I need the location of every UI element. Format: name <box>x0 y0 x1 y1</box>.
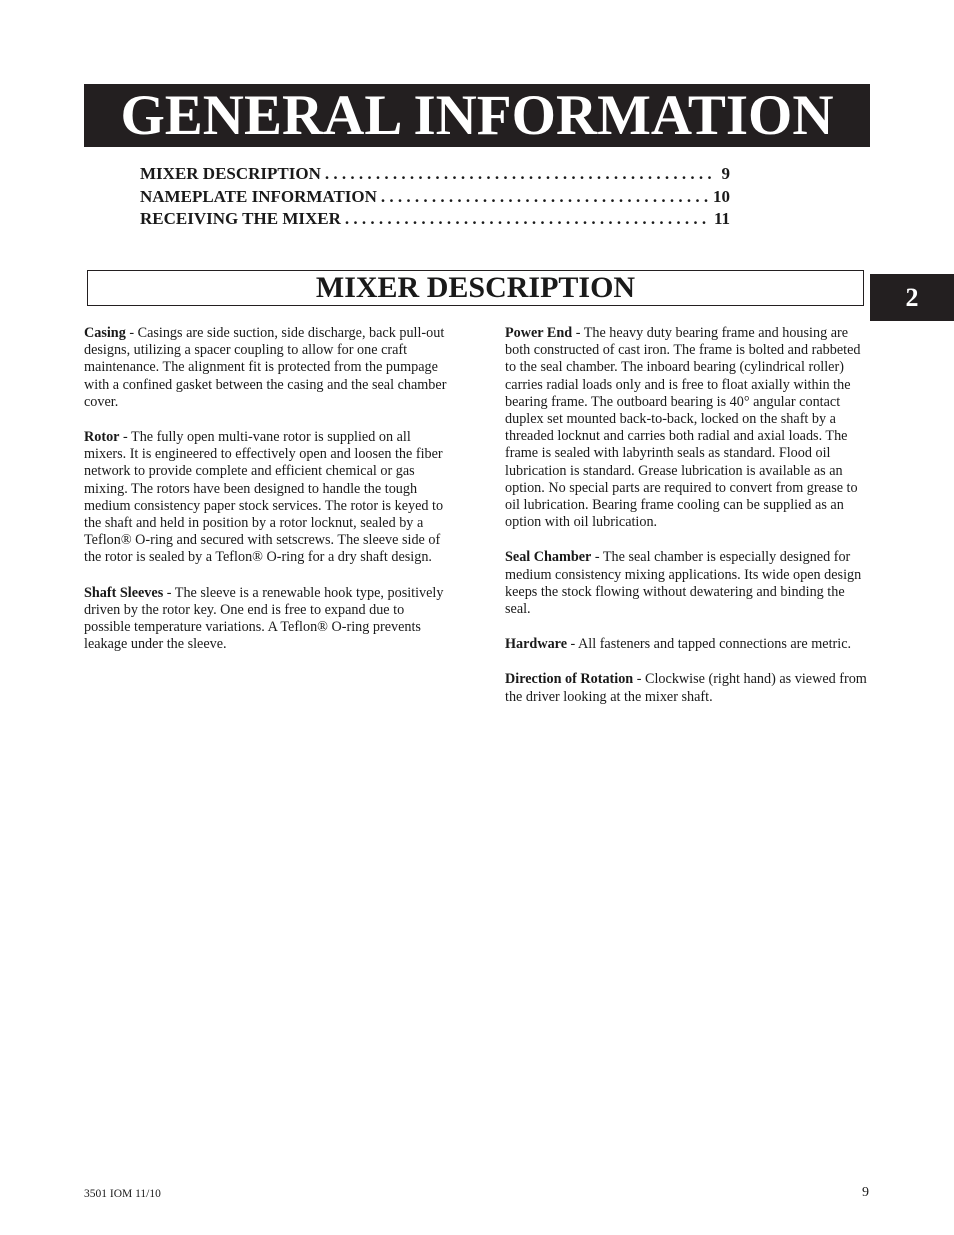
paragraph-term: Power End <box>505 325 573 341</box>
description-paragraph <box>84 325 454 411</box>
description-paragraph <box>84 429 454 567</box>
toc-entry-page: 11 <box>713 209 730 228</box>
right-column <box>505 325 873 724</box>
description-paragraph <box>505 636 873 653</box>
toc-entry-page: 10 <box>713 186 730 206</box>
page-title: GENERAL INFORMATION <box>120 84 834 147</box>
page-number: 9 <box>862 1185 869 1200</box>
description-paragraph <box>505 325 873 531</box>
paragraph-term: Shaft Sleeves <box>84 584 164 601</box>
document-id: 3501 IOM 11/10 <box>84 1188 161 1200</box>
toc-entry-title: RECEIVING THE MIXER <box>140 209 341 228</box>
paragraph-text: - The fully open multi-vane rotor is supplied on all mixers. It is engineered to effectively open and loosen the fiber network to provide complete and efficient chemical or gas mixing. The rotors have been designed to handle the tough medium consistency paper stock services. The rotor is keyed to the shaft and held in position by a rotor locknut, sealed by a Teflon® O-ring and secured with setscrews. The sleeve side of the rotor is sealed by a Teflon® O-ring for a dry shaft design. <box>84 429 444 566</box>
chapter-tab-number: 2 <box>905 282 919 312</box>
toc-entry[interactable] <box>140 187 730 210</box>
paragraph-text: - Casings are side suction, side discharge, back pull-out designs, utilizing a spacer coupling to allow for one craft maintenance. The alignment fit is protected from the pumpage with a confined gasket between the casing and the seal chamber cover. <box>84 325 447 410</box>
description-paragraph <box>505 671 873 705</box>
table-of-contents <box>140 164 730 232</box>
toc-entry[interactable] <box>140 164 730 187</box>
section-heading-box <box>87 270 864 306</box>
paragraph-term: Rotor <box>84 429 120 446</box>
paragraph-text: - All fasteners and tapped connections are metric. <box>567 636 852 653</box>
paragraph-text: - Clockwise (right hand) as viewed from the driver looking at the mixer shaft. <box>505 671 867 705</box>
left-column <box>84 325 454 671</box>
section-heading: MIXER DESCRIPTION <box>315 271 636 304</box>
toc-entry[interactable] <box>140 209 730 232</box>
paragraph-term: Direction of Rotation <box>505 671 634 688</box>
paragraph-term: Casing <box>84 325 126 341</box>
paragraph-term: Hardware <box>505 636 567 653</box>
toc-entry-title: MIXER DESCRIPTION <box>140 164 321 183</box>
description-paragraph <box>505 549 873 618</box>
toc-leader-dots <box>377 187 709 207</box>
page-title-banner <box>84 84 870 147</box>
description-paragraph <box>84 585 454 654</box>
toc-leader-dots <box>341 209 710 229</box>
toc-leader-dots <box>321 164 718 184</box>
toc-entry-page: 9 <box>721 164 730 183</box>
chapter-tab <box>870 274 954 321</box>
paragraph-text: - The sleeve is a renewable hook type, positively driven by the rotor key. One end is free to expand due to possible temperature variations. A Teflon® O-ring prevents leakage under the sleeve. <box>84 584 444 653</box>
paragraph-term: Seal Chamber <box>505 549 592 566</box>
toc-entry-title: NAMEPLATE INFORMATION <box>140 186 377 206</box>
paragraph-text: - The seal chamber is especially designed for medium consistency mixing applications. Its wide open design keeps the stock flowing without dewatering and binding the seal. <box>505 549 862 618</box>
paragraph-text: - The heavy duty bearing frame and housing are both constructed of cast iron. The frame is bolted and rabbeted to the seal chamber. The inboard bearing (cylindrical roller) carries radial loads only and is free to float axially within the bearing frame. The outboard bearing is 40° angular contact duplex set mounted back-to-back, locked on the shaft by a threaded locknut and carries both radial and axial loads. The frame is sealed with labyrinth seals as standard. Flood oil lubrication is standard. Grease lubrication is available as an option. No special parts are required to convert from grease to oil lubrication. Bearing frame cooling can be supplied as an option with oil lubrication. <box>505 325 861 531</box>
